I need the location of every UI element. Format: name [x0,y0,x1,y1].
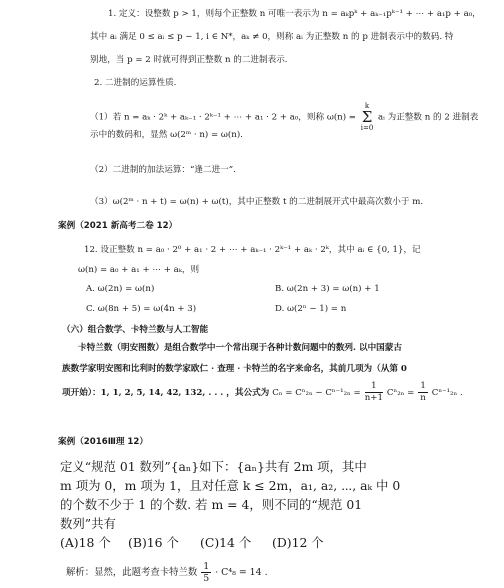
case-1-question-line-1: 12. 设正整数 n = a₀ · 2⁰ + a₁ · 2 + ⋯ + aₖ₋₁ · 2ᵏ⁻¹ + aₖ · 2ᵏ，其中 aᵢ ∈ {0, 1}，记 [84,245,421,255]
case-1-option-a: A. ω(2n) = ω(n) [86,284,155,294]
analysis-text: 解析：显然，此题考查卡特兰数 [66,567,198,578]
definition-line-1: 1. 定义：设整数 p > 1，则每个正整数 n 可唯一表示为 n = aₖpᵏ + aₖ₋₁pᵏ⁻¹ + ⋯ + a₁p + a₀， [108,9,481,19]
case-2-option-d: (D)12 个 [272,535,324,550]
case-1-option-d: D. ω(2ⁿ − 1) = n [275,304,347,314]
case-2-question-line-3: 的个数不少于 1 的个数. 若 m = 4，则不同的“规范 01 [60,497,363,512]
property-1-part-a: （1）若 n = aₖ · 2ᵏ + aₖ₋₁ · 2ᵏ⁻¹ + ⋯ + a₁ · 2 + a₀，则称 ω(n) = [90,112,356,123]
property-1-part-b: aᵢ 为正整数 n 的 2 进制表 [378,112,479,123]
catalan-intro-line-1: 卡特兰数（明安图数）是组合数学中一个常出现于各种计数问题中的数列. 以中国蒙古 [78,343,402,353]
case-2-analysis [66,561,504,584]
case-1-option-b: B. ω(2n + 3) = ω(n) + 1 [275,284,380,294]
analysis-result: · C⁴₈ = 14 . [215,567,268,578]
fraction-2-numerator: 1 [420,381,426,391]
sigma-lower-limit: i=0 [360,124,374,132]
property-1-line-1 [90,102,504,132]
analysis-fraction [201,561,211,584]
sigma-glyph: Σ [361,108,373,126]
definition-line-2: 其中 aᵢ 满足 0 ≤ aᵢ ≤ p − 1, i ∈ N*，aₖ ≠ 0，则称 aᵢ 为正整数 n 的 p 进制表示中的数码. 特 [90,32,454,42]
case-2-option-a: (A)18 个 [60,535,111,550]
catalan-formula-part-a: Cₙ = Cⁿ₂ₙ − Cⁿ⁻¹₂ₙ = [272,388,361,398]
catalan-fraction-1 [365,381,383,404]
property-2: （2）二进制的加法运算：“逢二进一”. [90,165,236,175]
sigma-upper-limit: k [364,102,370,110]
definition-line-3: 别地，当 p = 2 时就可得到正整数 n 的二进制表示. [90,55,288,65]
property-1-line-2: 示中的数码和，显然 ω(2ᵐ · n) = ω(n). [90,130,243,140]
case-1-heading: 案例（2021 新高考二卷 12） [58,221,178,231]
case-2-question-line-2: m 项为 0，m 项为 1，且对任意 k ≤ 2m，a₁, a₂, ⋯, aₖ 中 0 [60,478,401,493]
catalan-fraction-2 [418,381,427,404]
property-3: （3）ω(2ᵐ · n + t) = ω(n) + ω(t)，其中正整数 t 的二进制展开式中最高次数小于 m. [90,197,424,207]
catalan-formula-part-c: Cⁿ⁻¹₂ₙ . [431,388,463,398]
case-2-option-c: (C)14 个 [200,535,252,550]
catalan-formula-part-b: Cⁿ₂ₙ = [386,388,415,398]
case-2-heading: 案例（2016Ⅲ理 12） [58,437,148,447]
case-2-question-line-4: 数列”共有 [60,516,116,531]
case-1-option-c: C. ω(8n + 5) = ω(4n + 3) [86,304,197,314]
fraction-1-numerator: 1 [365,381,383,393]
analysis-fraction-numerator: 1 [203,561,210,572]
case-1-question-line-2: ω(n) = a₀ + a₁ + ⋯ + aₖ，则 [78,265,200,275]
catalan-intro-line-3 [62,381,504,404]
fraction-2-denominator: n [420,393,426,403]
summation-symbol [361,102,374,132]
section-6-heading: （六）组合数学、卡特兰数与人工智能 [62,325,209,335]
ops-title: 2. 二进制的运算性质. [94,78,177,88]
catalan-intro-line-2: 族数学家明安图和比利时的数学家欧仁 · 查理 · 卡特兰的名字来命名，其前几项为（从第 0 [62,364,407,374]
catalan-sequence-text: 项开始）：1, 1, 2, 5, 14, 42, 132, . . . ，其公式为 [62,388,270,398]
case-2-option-b: (B)16 个 [128,535,179,550]
fraction-1-denominator: n+1 [364,393,383,403]
case-2-question-line-1: 定义“规范 01 数列”{aₙ}如下：{aₙ}共有 2m 项，其中 [60,459,367,474]
analysis-fraction-denominator: 5 [203,573,210,584]
